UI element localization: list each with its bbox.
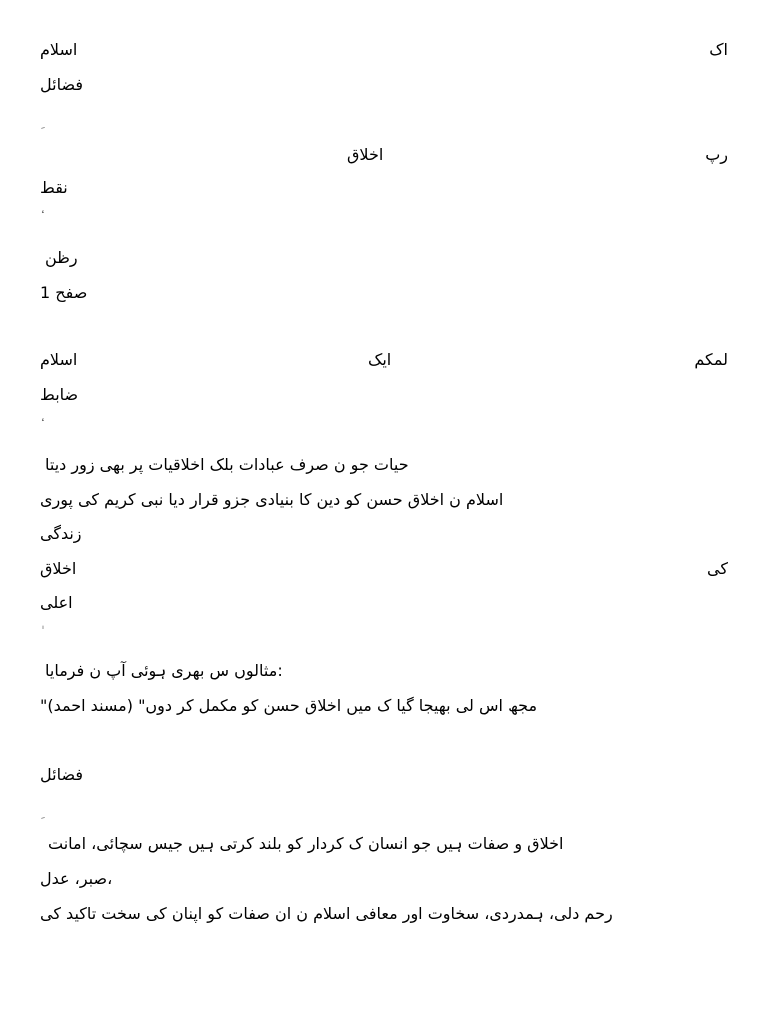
section2-line: صبر، عدل،	[40, 869, 113, 888]
para1-line: زندگی	[40, 524, 82, 543]
title-word-fazail: فضائل	[40, 75, 83, 94]
para1-word-aik: ایک	[368, 350, 392, 369]
para1-word-akhlaq: اخلاق	[40, 559, 77, 578]
para1-line: اسلام ن اخلاق حسن کو دین کا بنیادی جزو قرار دیا نبی کریم کی پوری	[40, 490, 504, 509]
para1-word-aala: اعلی	[40, 593, 73, 612]
section2-line: رحم دلی، ہمدردی، سخاوت اور معافی اسلام ن ان صفات کو اپنان کی سخت تاکید کی	[40, 904, 613, 923]
hadith-quote: "مجھ اس لی بھیجا گیا ک میں اخلاق حسن کو مکمل کر دوں" (مسند احمد)	[40, 696, 538, 715]
subtitle-word-par: رپ	[705, 145, 728, 164]
section2-line: اخلاق و صفات ہیں جو انسان ک کردار کو بلند کرتی ہیں جیس سچائی، امانت	[48, 834, 564, 853]
subtitle-row	[40, 145, 728, 165]
subtitle-word-nuqta: نقط	[40, 178, 68, 197]
section2-heading: فضائل	[40, 765, 83, 784]
para1-word-zabita: ضابط	[40, 385, 79, 404]
para1-line: مثالوں س بھری ہوئی آپ ن فرمایا:	[45, 661, 283, 680]
para1-word-ki: کی	[707, 559, 728, 578]
page-label: صفح 1	[40, 283, 88, 302]
title-word-ka: اک	[709, 40, 728, 59]
subtitle-word-akhlaq: اخلاق	[347, 145, 384, 164]
subtitle-word-nazar: رظن	[45, 248, 78, 267]
para1-word-mukammal: لمکم	[694, 350, 728, 369]
para1-row	[40, 350, 728, 370]
title-row	[40, 40, 728, 60]
para1-line: حیات جو ن صرف عبادات بلک اخلاقیات پر بھی زور دیتا	[45, 455, 409, 474]
para1-row-akhlaq	[40, 559, 728, 579]
para1-word-islam: اسلام	[40, 350, 78, 369]
title-word-islam: اسلام	[40, 40, 78, 59]
